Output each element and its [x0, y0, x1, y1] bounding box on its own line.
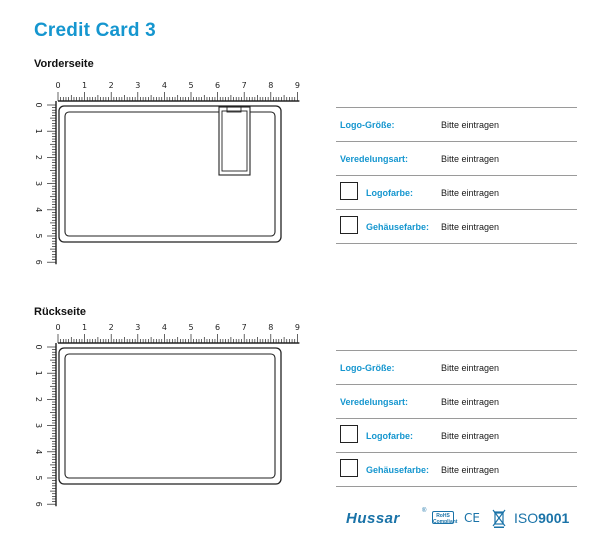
h-ruler-number: 3	[135, 323, 141, 332]
front-heading: Vorderseite	[34, 58, 94, 70]
field-row	[336, 350, 577, 384]
ce-mark: CE	[464, 511, 480, 525]
field-value-finishing[interactable]: Bitte eintragen	[441, 154, 500, 164]
v-ruler-number: 3	[34, 423, 43, 429]
crossed-bin-icon	[492, 508, 506, 528]
field-row	[336, 384, 577, 418]
h-ruler-number: 6	[215, 81, 221, 90]
back-fields-table	[336, 350, 577, 487]
field-value-logo-size[interactable]: Bitte eintragen	[441, 120, 500, 130]
iso-prefix: ISO	[514, 510, 539, 526]
h-ruler-number: 5	[188, 323, 194, 332]
field-label-logo-color: Logofarbe:	[366, 431, 413, 441]
rohs-badge	[432, 511, 458, 525]
field-value-case-color[interactable]: Bitte eintragen	[441, 222, 500, 232]
logo-color-checkbox[interactable]	[340, 425, 358, 443]
v-ruler-number: 6	[34, 501, 43, 507]
v-ruler-number: 1	[34, 370, 43, 376]
field-row	[336, 418, 577, 452]
v-ruler-number: 4	[34, 207, 43, 213]
h-ruler-number: 5	[188, 81, 194, 90]
h-ruler-number: 7	[241, 81, 247, 90]
field-label-logo-size: Logo-Größe:	[340, 363, 395, 373]
v-ruler-number: 4	[34, 449, 43, 455]
field-row	[336, 452, 577, 487]
case-color-checkbox[interactable]	[340, 459, 358, 477]
h-ruler-number: 6	[215, 323, 221, 332]
v-ruler-number: 1	[34, 128, 43, 134]
h-ruler-number: 3	[135, 81, 141, 90]
field-label-case-color: Gehäusefarbe:	[366, 222, 430, 232]
h-ruler-number: 1	[82, 81, 88, 90]
iso-number: 9001	[538, 510, 570, 526]
h-ruler-number: 0	[55, 323, 61, 332]
h-ruler-number: 7	[241, 323, 247, 332]
h-ruler-number: 1	[82, 323, 88, 332]
h-ruler-number: 2	[108, 81, 114, 90]
v-ruler-number: 5	[34, 233, 43, 239]
h-ruler-number: 9	[294, 81, 300, 90]
v-ruler-number: 0	[34, 102, 43, 108]
page-title: Credit Card 3	[34, 20, 156, 41]
h-ruler-number: 9	[294, 323, 300, 332]
registered-mark: ®	[422, 508, 427, 514]
card-outline-inner	[65, 354, 275, 478]
iso9001-mark	[514, 510, 569, 526]
v-ruler-number: 2	[34, 396, 43, 402]
v-ruler-number: 0	[34, 344, 43, 350]
field-value-case-color[interactable]: Bitte eintragen	[441, 465, 500, 475]
field-label-case-color: Gehäusefarbe:	[366, 465, 430, 475]
h-ruler-number: 8	[268, 323, 274, 332]
back-heading: Rückseite	[34, 306, 86, 318]
field-label-logo-size: Logo-Größe:	[340, 120, 395, 130]
field-label-finishing: Veredelungsart:	[340, 154, 409, 164]
field-value-logo-color[interactable]: Bitte eintragen	[441, 431, 500, 441]
rohs-sub-label: Compliant	[433, 519, 458, 525]
rohs-label: RoHS	[436, 513, 450, 519]
v-ruler-number: 5	[34, 475, 43, 481]
footer-logos	[340, 508, 580, 528]
h-ruler-number: 4	[161, 323, 167, 332]
h-ruler-number: 8	[268, 81, 274, 90]
h-ruler-number: 2	[108, 323, 114, 332]
field-label-logo-color: Logofarbe:	[366, 188, 413, 198]
field-value-logo-size[interactable]: Bitte eintragen	[441, 363, 500, 373]
field-value-finishing[interactable]: Bitte eintragen	[441, 397, 500, 407]
v-ruler-number: 6	[34, 259, 43, 265]
v-ruler-number: 2	[34, 154, 43, 160]
card-outline-outer	[59, 348, 281, 484]
field-value-logo-color[interactable]: Bitte eintragen	[441, 188, 500, 198]
field-label-finishing: Veredelungsart:	[340, 397, 409, 407]
h-ruler-number: 0	[55, 81, 61, 90]
hussar-logo: Hussar	[346, 510, 400, 527]
v-ruler-number: 3	[34, 181, 43, 187]
h-ruler-number: 4	[161, 81, 167, 90]
